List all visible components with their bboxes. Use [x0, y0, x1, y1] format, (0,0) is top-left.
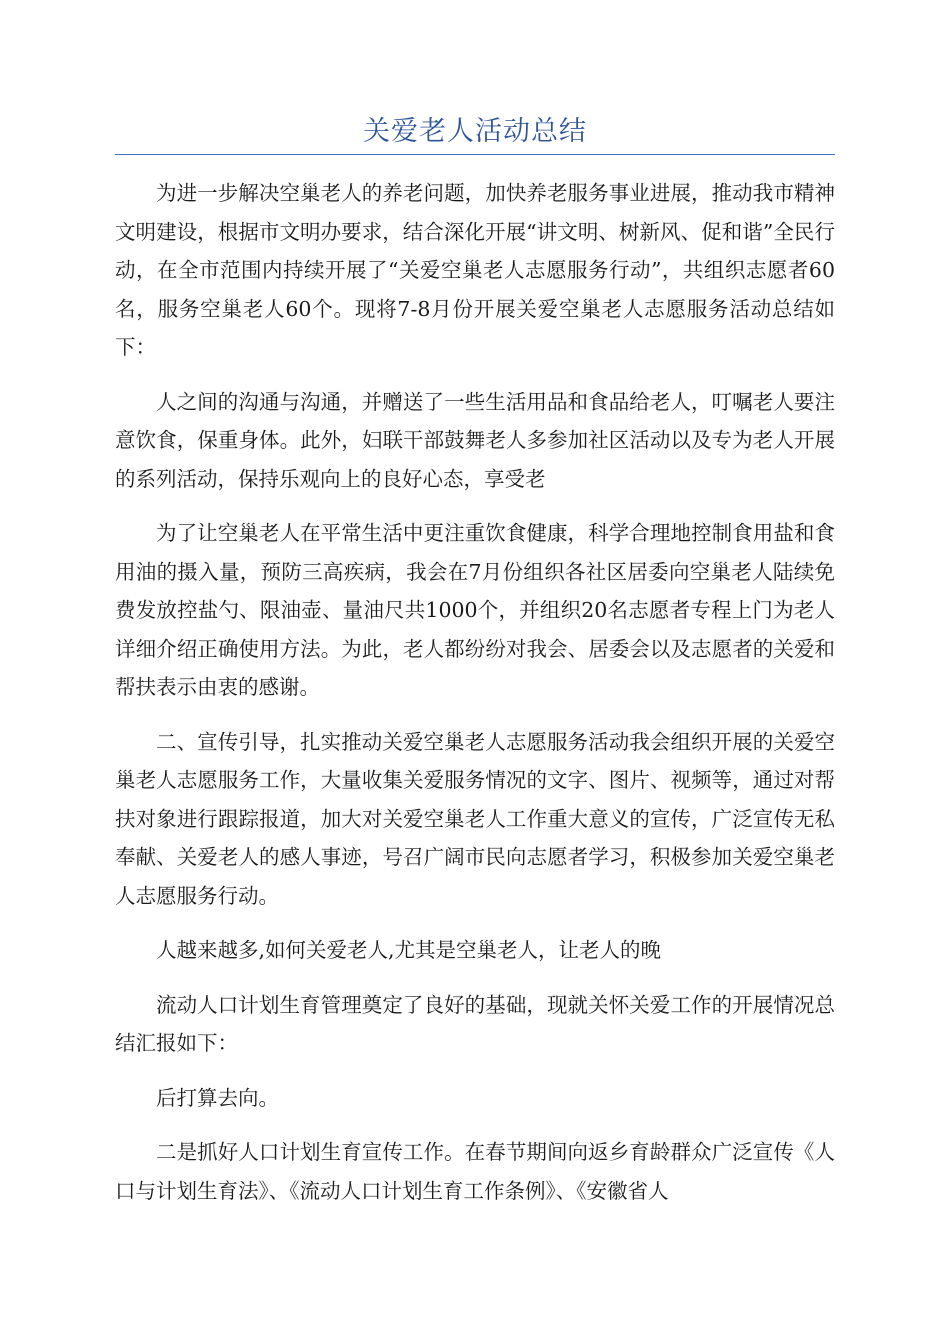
document-body — [115, 174, 835, 1226]
paragraph: 二是抓好人口计划生育宣传工作。在春节期间向返乡育龄群众广泛宣传《人口与计划生育法》、《流动人口计划生育工作条例》、《安徽省人 — [115, 1140, 835, 1203]
paragraph: 流动人口计划生育管理奠定了良好的基础，现就关怀关爱工作的开展情况总结汇报如下： — [115, 992, 835, 1055]
paragraph: 为进一步解决空巢老人的养老问题，加快养老服务事业进展，推动我市精神文明建设，根据市文明办要求，结合深化开展“讲文明、树新风、促和谐”全民行动，在全市范围内持续开展了“关爱空巢老人志愿服务行动”，共组织志愿者60名，服务空巢老人60个。现将7-8月份开展关爱空巢老人志愿服务活动总结如下： — [115, 181, 835, 359]
paragraph: 二、宣传引导，扎实推动关爱空巢老人志愿服务活动我会组织开展的关爱空巢老人志愿服务工作，大量收集关爱服务情况的文字、图片、视频等，通过对帮扶对象进行跟踪报道，加大对关爱空巢老人工作重大意义的宣传，广泛宣传无私奉献、关爱老人的感人事迹，号召广阔市民向志愿者学习，积极参加关爱空巢老人志愿服务行动。 — [115, 729, 835, 908]
paragraph: 后打算去向。 — [156, 1085, 279, 1110]
title-underline — [115, 154, 835, 155]
paragraph: 为了让空巢老人在平常生活中更注重饮食健康，科学合理地控制食用盐和食用油的摄入量，预防三高疾病，我会在7月份组织各社区居委向空巢老人陆续免费发放控盐勺、限油壶、量油尺共1000个，并组织20名志愿者专程上门为老人详细介绍正确使用方法。为此，老人都纷纷对我会、居委会以及志愿者的关爱和帮扶表示由衷的感谢。 — [115, 521, 835, 699]
paragraph: 人越来越多,如何关爱老人,尤其是空巢老人，让老人的晚 — [156, 938, 662, 962]
document-title: 关爱老人活动总结 — [363, 116, 587, 147]
paragraph: 人之间的沟通与沟通，并赠送了一些生活用品和食品给老人，叮嘱老人要注意饮食，保重身体。此外，妇联干部鼓舞老人多参加社区活动以及专为老人开展的系列活动，保持乐观向上的良好心态，享受老 — [115, 389, 835, 491]
